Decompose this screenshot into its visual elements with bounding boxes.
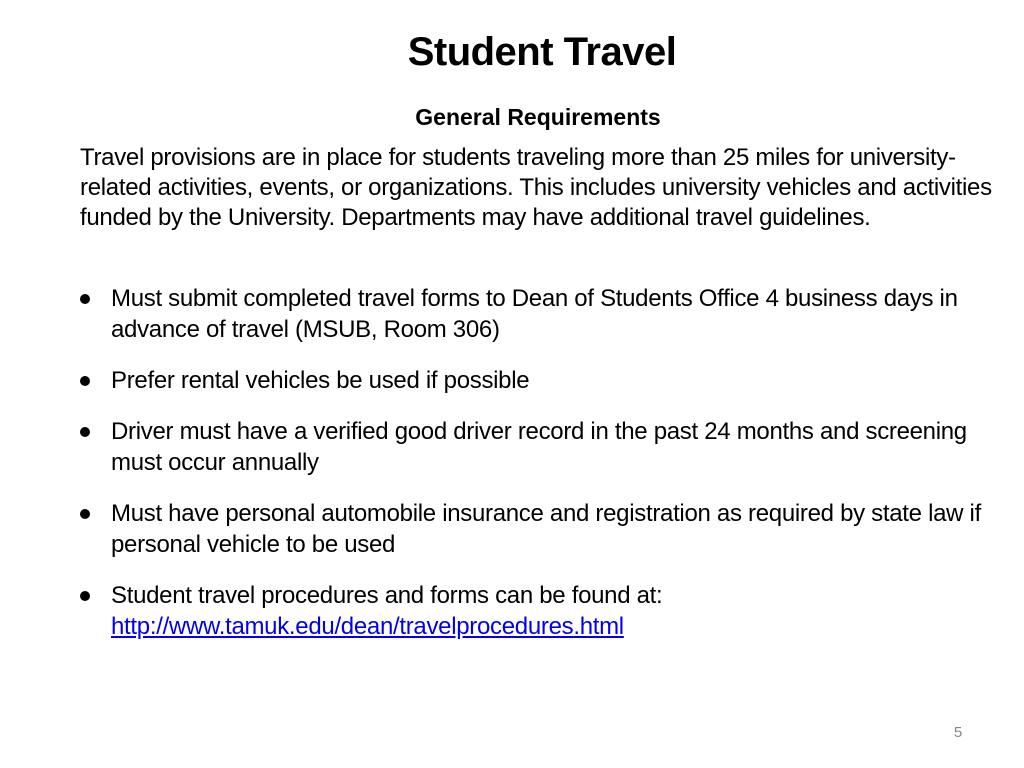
travel-procedures-link[interactable]: http://www.tamuk.edu/dean/travelprocedures.html <box>111 613 624 640</box>
list-item <box>80 283 1000 345</box>
list-item-text: Prefer rental vehicles be used if possible <box>111 367 530 394</box>
slide-title: Student Travel <box>407 30 677 74</box>
list-item-text: Student travel procedures and forms can be found at: <box>111 582 663 609</box>
list-item <box>80 416 1000 478</box>
list-item-text: Must have personal automobile insurance and registration as required by state law if personal vehicle to be used <box>111 500 981 558</box>
list-item-text: Must submit completed travel forms to Dean of Students Office 4 business days in advance of travel (MSUB, Room 306) <box>111 285 958 343</box>
list-item <box>80 365 1000 396</box>
bullet-icon <box>80 376 90 386</box>
bullet-icon <box>80 509 90 519</box>
list-item <box>80 580 1000 642</box>
slide-subtitle: General Requirements <box>415 104 661 130</box>
bullet-icon <box>80 591 90 601</box>
bullet-icon <box>80 427 90 437</box>
page-number: 5 <box>953 724 963 741</box>
intro-paragraph: Travel provisions are in place for students traveling more than 25 miles for university-related activities, events, or organizations. This includes university vehicles and activities funded by the University. Departments may have additional travel guidelines. <box>80 144 992 231</box>
list-item-text: Driver must have a verified good driver record in the past 24 months and screening must occur annually <box>111 418 967 476</box>
bullet-icon <box>80 294 90 304</box>
requirements-list <box>80 283 1000 662</box>
list-item <box>80 498 1000 560</box>
